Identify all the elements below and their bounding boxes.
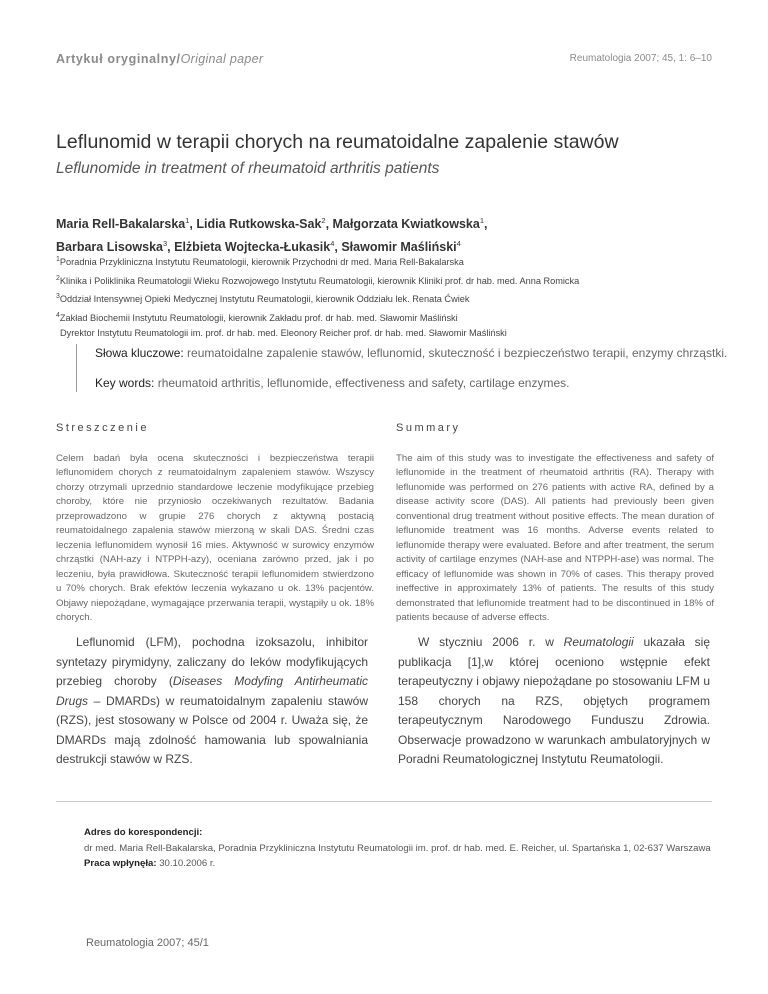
keywords-pl-text: reumatoidalne zapalenie stawów, leflunomid, skuteczność i bezpieczeństwo terapii, enzymy chrząstki.: [183, 346, 728, 360]
body-text: Leflunomid (LFM), pochodna izoksazolu, inhibitor syntetazy pirymidyny, zaliczany do leków modyfikujących przebieg choroby (: [56, 635, 368, 688]
author-separator: ,: [325, 217, 333, 232]
journal-citation: Reumatologia 2007; 45, 1: 6–10: [569, 53, 712, 64]
affiliation-ref: 3: [163, 239, 168, 249]
keywords-pl-label: Słowa kluczowe:: [95, 346, 184, 360]
keywords-box: [76, 344, 735, 392]
affiliation-item: [56, 271, 736, 290]
received-line: [84, 856, 714, 872]
section-divider: [56, 801, 712, 802]
author-name: Elżbieta Wojtecka-Łukasik: [174, 240, 331, 255]
author-name: Barbara Lisowska: [56, 240, 163, 255]
affiliation-ref: 1: [185, 216, 190, 225]
affiliation-text: Klinika i Poliklinika Reumatologii Wieku Rozwojowego Instytutu Reumatologii, kierownik Kliniki prof. dr hab. med. Anna Romicka: [59, 275, 580, 286]
body-column-right: [398, 633, 710, 770]
correspondence-block: [84, 825, 714, 872]
body-paragraph: [56, 633, 368, 770]
body-text-italic: Diseases Modyfing Antirheumatic Drugs: [56, 674, 368, 708]
affiliation-text: Poradnia Przykliniczna Instytutu Reumatologii, kierownik Przychodni dr med. Maria Rell-Bakalarska: [59, 257, 464, 268]
affiliation-number: 3: [56, 293, 60, 301]
article-title-pl: Leflunomid w terapii chorych na reumatoidalne zapalenie stawów: [56, 131, 619, 154]
body-text: ukazała się publikacja [1],w której oceniono wstępnie efekt terapeutyczny i objawy niepożądane po stosowaniu LFM u 158 chorych na RZS, objętych programem terapeutycznym Narodowego Funduszu Zdrowia. Obserwacje prowadzono w warunkach ambulatoryjnych w Poradni Reumatologicznej Instytutu Reumatologii.: [398, 635, 711, 766]
body-text-italic: Reumatologii: [563, 635, 634, 649]
affiliations: [56, 252, 736, 342]
affiliation-number: 2: [56, 274, 60, 282]
affiliation-ref: 4: [330, 239, 335, 249]
affiliation-text: Zakład Biochemii Instytutu Reumatologii, kierownik Zakładu prof. dr hab. med. Sławomir Maśliński: [59, 312, 458, 323]
author-name: Małgorzata Kwiatkowska: [332, 217, 480, 232]
author-name: Lidia Rutkowska-Sak: [196, 217, 322, 232]
affiliation-ref: 2: [321, 216, 326, 225]
affiliation-ref: 4: [456, 239, 461, 249]
body-column-left: [56, 633, 368, 770]
affiliation-ref: 1: [479, 216, 484, 225]
abstract-en: [396, 421, 714, 626]
section-label-en: Original paper: [180, 52, 264, 66]
abstract-pl-heading: Streszczenie: [56, 422, 149, 434]
keywords-en-label: Key words:: [95, 376, 155, 390]
keywords-pl: [95, 344, 735, 362]
abstract-pl: [56, 421, 374, 626]
author-list: [56, 211, 716, 257]
page-footer: Reumatologia 2007; 45/1: [86, 937, 209, 949]
author-separator: ,: [483, 217, 488, 232]
affiliation-number: 1: [56, 256, 60, 263]
affiliation-item: [56, 252, 736, 271]
received-date: 30.10.2006 r.: [156, 858, 216, 869]
author-line: [56, 211, 716, 234]
body-text: W styczniu 2006 r. w: [418, 635, 564, 649]
author-separator: ,: [334, 240, 342, 255]
correspondence-address: dr med. Maria Rell-Bakalarska, Poradnia Przykliniczna Instytutu Reumatologii im. prof. dr hab. med. E. Reicher, ul. Spartańska 1, 02-637 Warszawa: [84, 842, 711, 854]
author-name: Sławomir Maśliński: [341, 240, 457, 255]
affiliation-text: Oddział Intensywnej Opieki Medycznej Instytutu Reumatologii, kierownik Oddziału lek. Renata Ćwiek: [59, 294, 470, 305]
affiliation-item: [56, 308, 736, 327]
article-title-en: Leflunomide in treatment of rheumatoid arthritis patients: [56, 160, 440, 177]
author-separator: ,: [167, 240, 175, 255]
body-paragraph: [398, 633, 710, 770]
correspondence-label: Adres do korespondencji:: [84, 827, 203, 838]
body-text: – DMARDs) w reumatoidalnym zapaleniu stawów (RZS), jest stosowany w Polsce od 2004 r. Uważa się, że DMARDs mają zdolność hamowania lub spowalniania destrukcji stawów w RZS.: [56, 693, 368, 766]
received-label: Praca wpłynęła:: [84, 858, 157, 869]
keywords-en: [95, 374, 735, 392]
section-label-pl: Artykuł oryginalny/: [56, 52, 181, 66]
abstract-en-text: The aim of this study was to investigate the effectiveness and safety of leflunomide in the treatment of rheumatoid arthritis (RA). Therapy with leflunomide was performed on 276 patients with active RA, defined by a disease activity score (DAS). All patients had previously been given conventional drug treatment without positive effects. The mean duration of leflunomide treatment was 16 months. Adverse events related to leflunomide therapy were evaluated. Before and after treatment, the serum activity of cartilage enzymes (NAH-ase and NTPPH-ase) was normal. The efficacy of leflunomide was shown in 70% of cases. This therapy proved ineffective in approximately 13% of patients. The results of this study demonstrated that leflunomide treatment had to be discontinued in 18% of patients because of adverse effects.: [396, 452, 714, 623]
affiliation-item: [56, 289, 736, 308]
director-line: Dyrektor Instytutu Reumatologii im. prof. dr hab. med. Eleonory Reicher prof. dr hab. med. Sławomir Maśliński: [60, 328, 507, 339]
section-label: [56, 52, 263, 66]
author-separator: ,: [189, 217, 197, 232]
abstract-en-heading: Summary: [396, 422, 461, 434]
author-name: Maria Rell-Bakalarska: [56, 217, 186, 232]
abstract-pl-text: Celem badań była ocena skuteczności i bezpieczeństwa terapii leflunomidem chorych z reumatoidalnym zapaleniem stawów. Wszyscy chorzy otrzymali uprzednio standardowe leczenie modyfikujące przebieg choroby, które nie przyniosło oczekiwanych rezultatów. Badania przeprowadzono w grupie 276 chorych z aktywną postacią reumatoidalnego zapalenia stawów mierzoną w skali DAS. Średni czas leczenia leflunomidem wynosił 16 mies. Aktywność w surowicy enzymów chrząstki (NAH-azy i NTPPH-azy), oceniana zarówno przed, jak i po leczeniu, była prawidłowa. Skuteczność terapii leflunomidem stwierdzono u 70% chorych. Brak efektów leczenia wykazano u ok. 13% pacjentów. Objawy niepożądane, wymagające przerwania terapii, wystąpiły u ok. 18% chorych.: [56, 452, 374, 623]
keywords-en-text: rheumatoid arthritis, leflunomide, effectiveness and safety, cartilage enzymes.: [154, 376, 570, 390]
affiliation-number: 4: [56, 311, 60, 319]
